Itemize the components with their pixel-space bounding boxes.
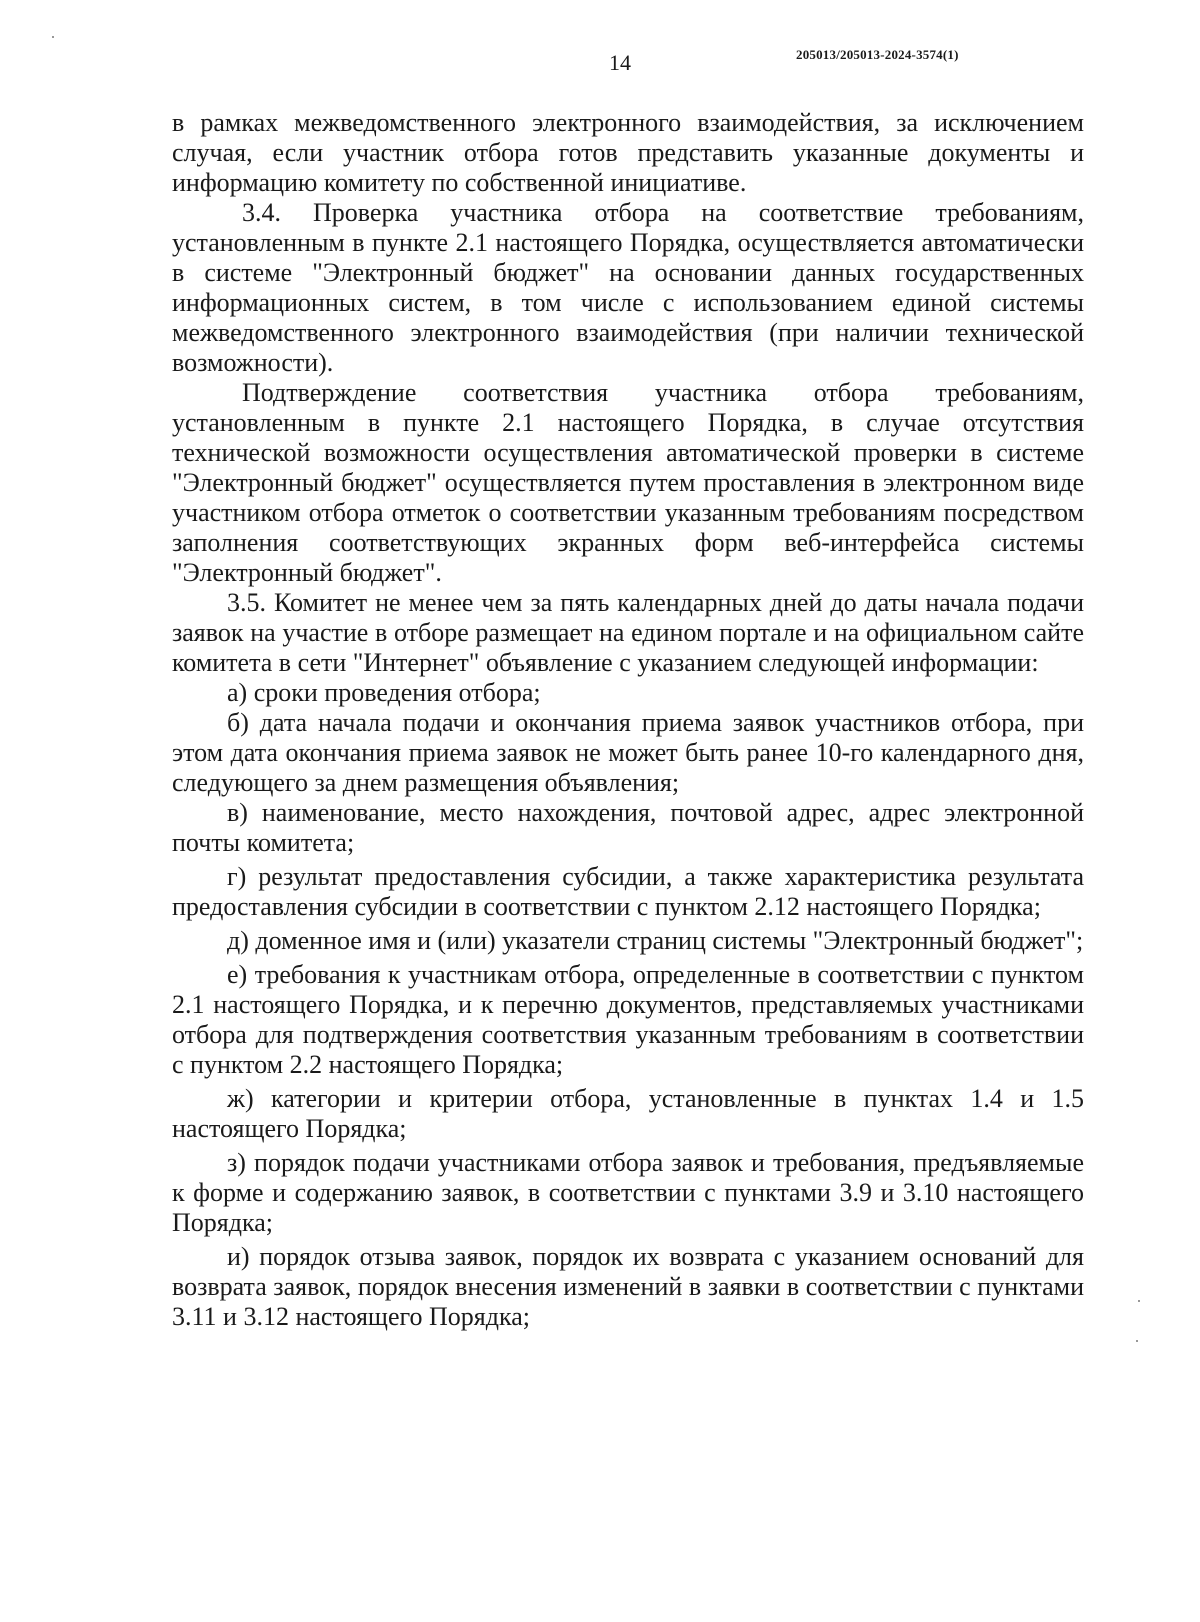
list-item-d: д) доменное имя и (или) указатели страниц системы "Электронный бюджет"; [227,926,1084,955]
document-id: 205013/205013-2024-3574(1) [796,47,959,62]
list-item-i: и) порядок отзыва заявок, порядок их возврата с указанием оснований для возврата заявок, порядок внесения изменений в заявки в соответствии с пунктами 3.11 и 3.12 настоящего Порядка; [172,1242,1084,1331]
list-item-g: г) результат предоставления субсидии, а также характеристика результата предоставления субсидии в соответствии с пунктом 2.12 настоящего Порядка; [172,862,1084,921]
paragraph-confirmation: Подтверждение соответствия участника отбора требованиям, установленным в пункте 2.1 настоящего Порядка, в случае отсутствия технической возможности осуществления автоматической проверки в системе "Электронный бюджет" осуществляется путем проставления в электронном виде участником отбора отметок о соответствии указанным требованиям посредством заполнения соответствующих экранных форм веб-интерфейса системы "Электронный бюджет". [172,378,1084,587]
scan-speck [1136,1340,1138,1342]
paragraph-3-5: 3.5. Комитет не менее чем за пять календарных дней до даты начала подачи заявок на участие в отборе размещает на едином портале и на официальном сайте комитета в сети "Интернет" объявление с указанием следующей информации: [172,588,1084,677]
paragraph-continuation: в рамках межведомственного электронного взаимодействия, за исключением случая, если участник отбора готов представить указанные документы и информацию комитету по собственной инициативе. [172,108,1084,197]
page-number: 14 [609,50,631,75]
list-item-a: а) сроки проведения отбора; [227,678,541,707]
list-item-b: б) дата начала подачи и окончания приема заявок участников отбора, при этом дата окончания приема заявок не может быть ранее 10-го календарного дня, следующего за днем размещения объявления; [172,708,1084,797]
list-item-v: в) наименование, место нахождения, почтовой адрес, адрес электронной почты комитета; [172,798,1084,857]
list-item-z: з) порядок подачи участниками отбора заявок и требования, предъявляемые к форме и содержанию заявок, в соответствии с пунктами 3.9 и 3.10 настоящего Порядка; [172,1148,1084,1237]
document-body [172,108,1084,1332]
scan-speck [1138,1300,1140,1302]
list-item-e: е) требования к участникам отбора, определенные в соответствии с пунктом 2.1 настоящего Порядка, и к перечню документов, представляемых участниками отбора для подтверждения соответствия указанным требованиям в соответствии с пунктом 2.2 настоящего Порядка; [172,960,1084,1079]
scan-speck [52,36,54,38]
list-item-zh: ж) категории и критерии отбора, установленные в пунктах 1.4 и 1.5 настоящего Порядка; [172,1084,1084,1143]
paragraph-3-4: 3.4. Проверка участника отбора на соответствие требованиям, установленным в пункте 2.1 настоящего Порядка, осуществляется автоматически в системе "Электронный бюджет" на основании данных государственных информационных систем, в том числе с использованием единой системы межведомственного электронного взаимодействия (при наличии технической возможности). [172,198,1084,377]
